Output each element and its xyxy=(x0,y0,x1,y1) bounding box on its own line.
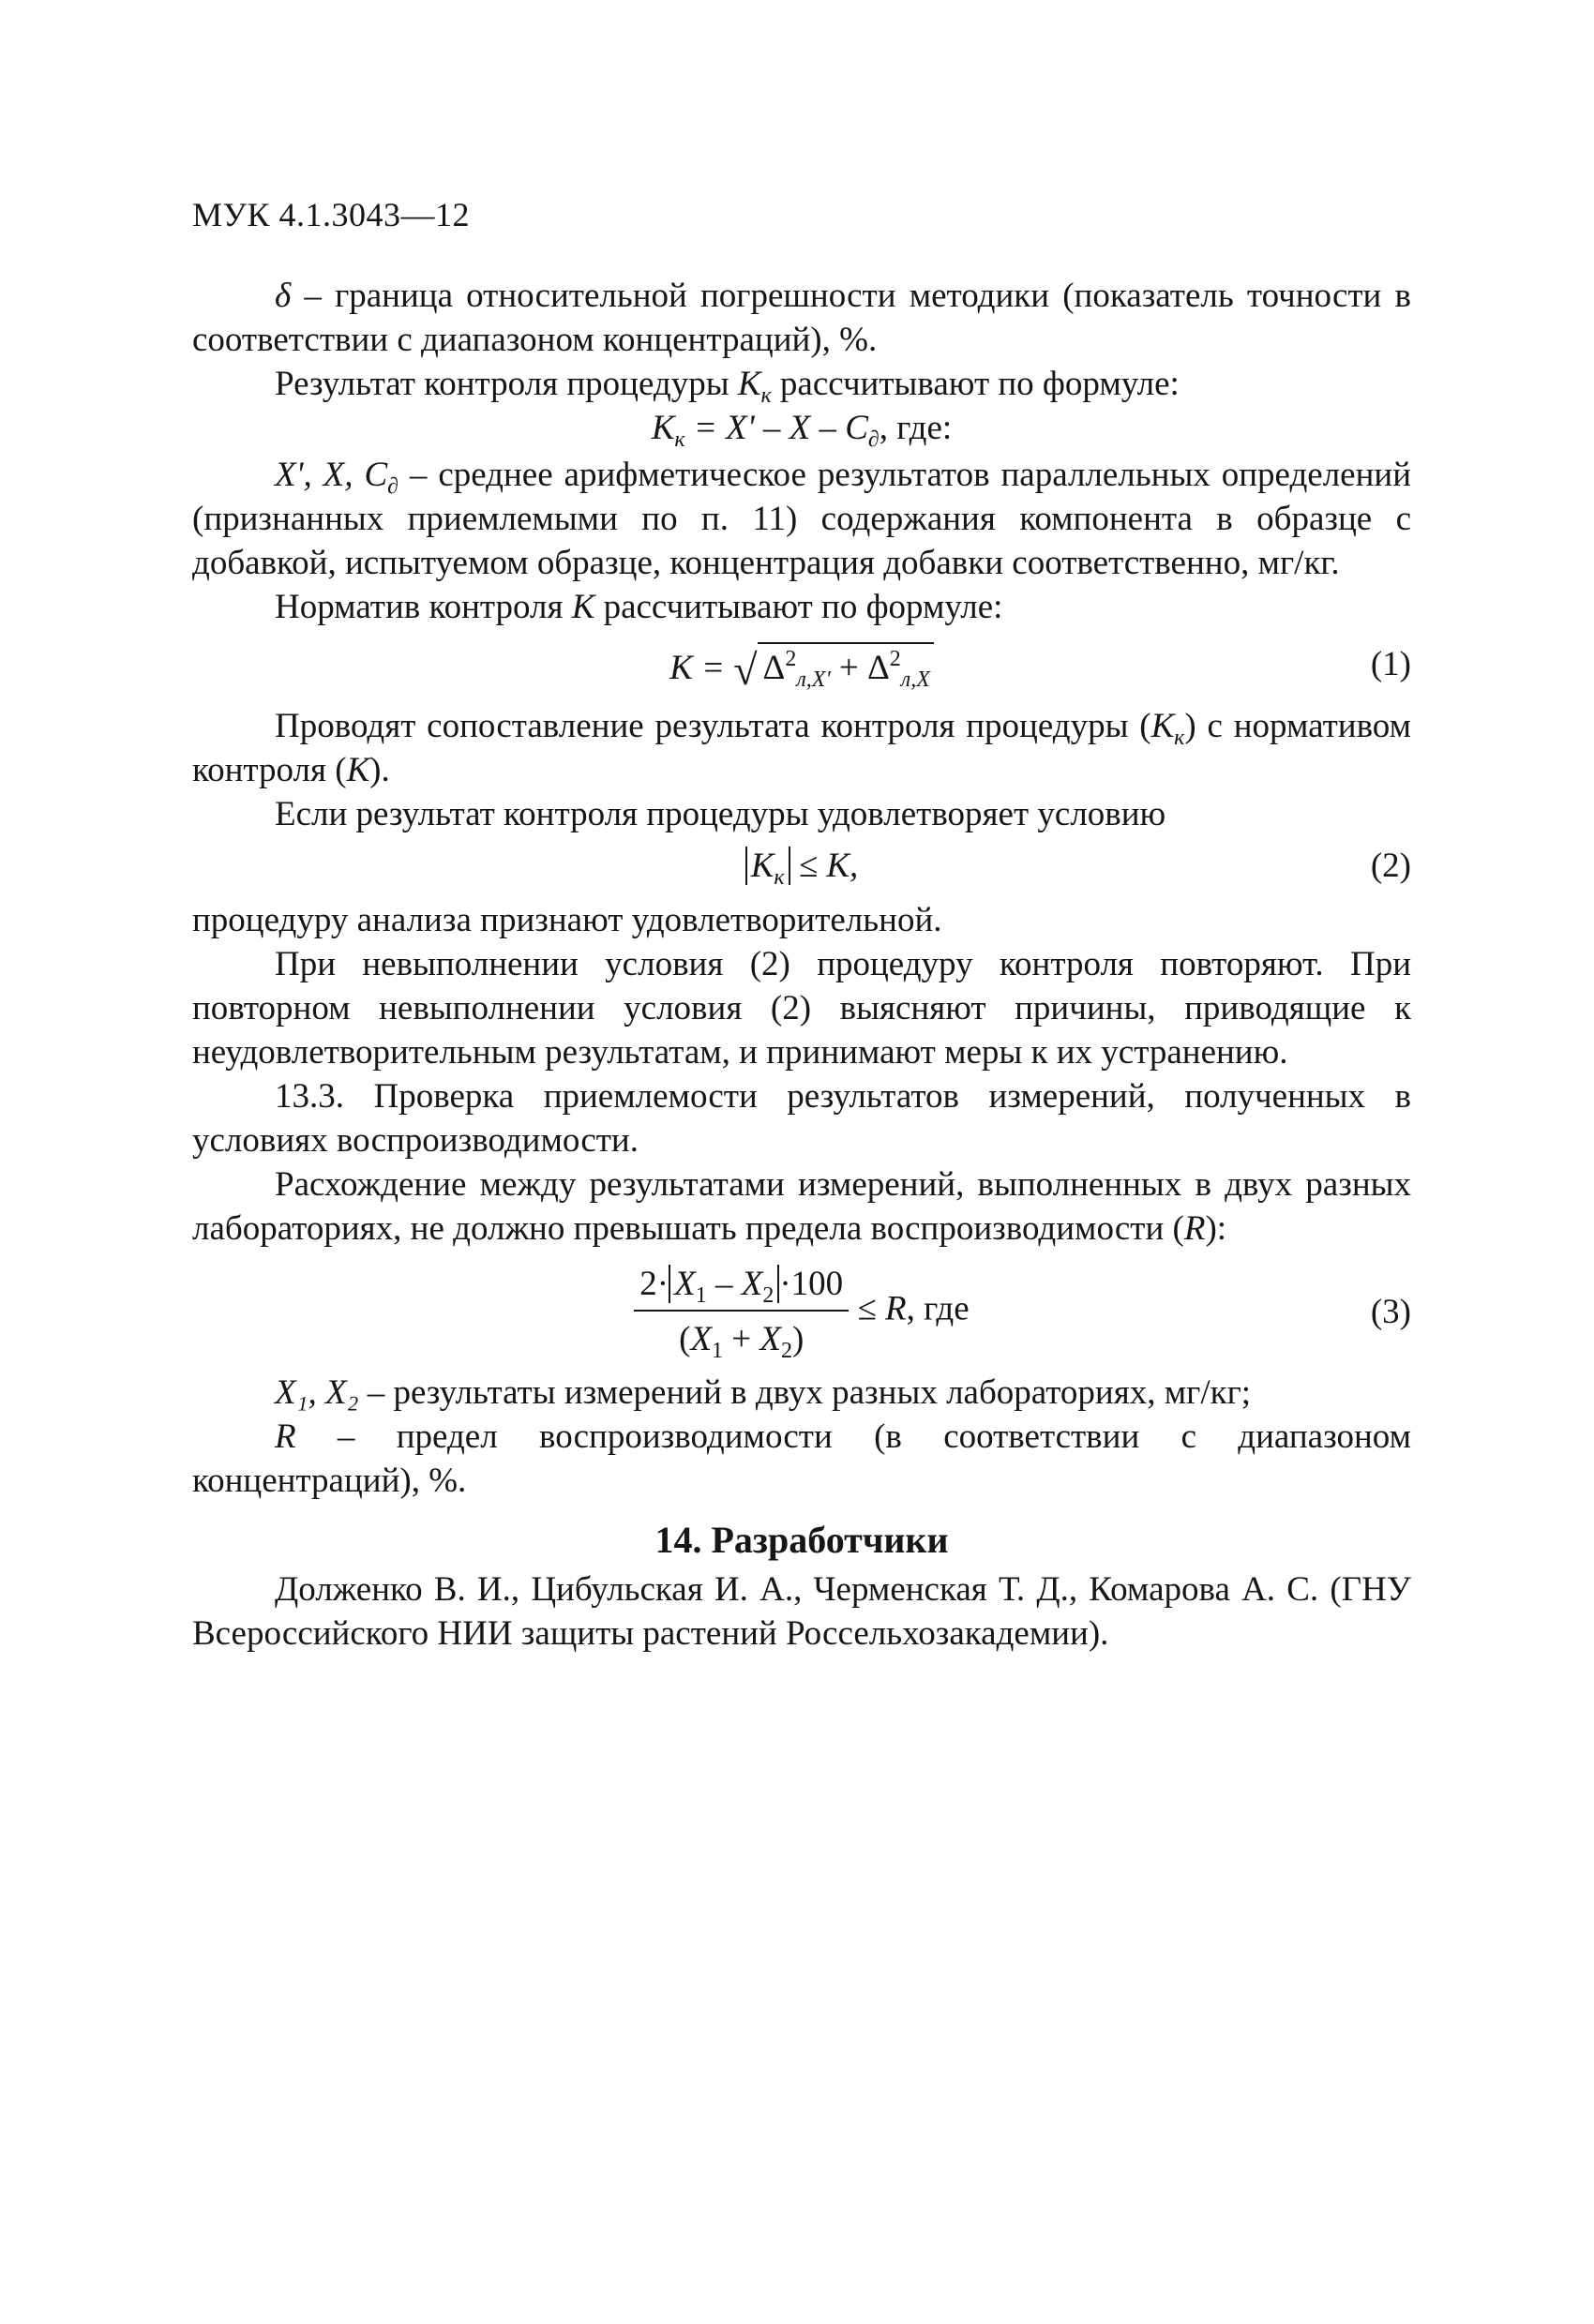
document-code-header: МУК 4.1.3043—12 xyxy=(192,196,471,233)
paragraph-reproducibility: Расхождение между результатами измерений, выполненных в двух разных лабораториях, не должно превышать предела воспроизводимости (R): xyxy=(192,1165,1411,1248)
paragraph-13-3: 13.3. Проверка приемлемости результатов измерений, полученных в условиях воспроизводимости. xyxy=(192,1077,1411,1160)
symbol-kk: $К_к$ xyxy=(737,365,772,408)
paragraph-kk-intro: Результат контроля процедуры $К_к$ рассчитывают по формуле: xyxy=(275,365,1180,408)
fraction-denominator: $(X_1 + X_2)$ xyxy=(679,1320,805,1363)
equation-1: K = √ $\Delta^2_{л,X'} + \Delta^2_{л,X}$ (1) xyxy=(192,637,1411,704)
symbol-delta: δ xyxy=(275,277,292,315)
equation-kk: $К_к = X' - X - C_\partial$, где: xyxy=(651,409,953,452)
equation-number-1: (1) xyxy=(1370,645,1411,683)
paragraph-developers: Долженко В. И., Цибульская И. А., Черменская Т. Д., Комарова А. С. (ГНУ Всероссийского НИИ защиты растений Россельхозакадемии). xyxy=(192,1570,1411,1653)
paragraph-x-definitions: X', X, $C_\partial$ – среднее арифметическое результатов параллельных определений (признанных приемлемыми по п. 11) содержания компонента в образце с добавкой, испытуемом образце, концентрация добавки соответственно, мг/кг. xyxy=(192,456,1411,582)
fraction xyxy=(634,1262,849,1361)
paragraph-satisfactory: процедуру анализа признают удовлетворительной. xyxy=(192,901,942,939)
paragraph-r-definition: R – предел воспроизводимости (в соответствии с диапазоном концентраций), %. xyxy=(192,1417,1411,1500)
paragraph-repeat: При невыполнении условия (2) процедуру контроля повторяют. При повторном невыполнении условия (2) выясняют причины, приводящие к неудовлетворительным результатам, и принимают меры к их устранению. xyxy=(192,945,1411,1072)
paragraph-x1-x2-definition: X₁, X₂ – результаты измерений в двух разных лабораториях, мг/кг; xyxy=(275,1373,1252,1412)
paragraph-comparison: Проводят сопоставление результата контроля процедуры $(К_к)$ с нормативом контроля (К). xyxy=(192,707,1411,789)
paragraph-delta-definition: δ – граница относительной погрешности методики (показатель точности в соответствии с диапазоном концентраций), %. xyxy=(192,277,1411,359)
symbols-x-c: X', X, C xyxy=(275,456,388,494)
radicand: $\Delta^2_{л,X'} + \Delta^2_{л,X}$ xyxy=(758,642,934,690)
equation-number-2: (2) xyxy=(1370,847,1411,885)
main-text-column xyxy=(192,274,1411,1656)
radical-sign: √ xyxy=(733,646,758,694)
equation-number-3: (3) xyxy=(1370,1293,1411,1331)
paragraph-condition-intro: Если результат контроля процедуры удовлетворяет условию xyxy=(275,795,1166,833)
equation-3: $\frac{2\cdot X_1 - X_2 \cdot 100}{(X_1 + X_2)}$ ≤ R, где (3) xyxy=(192,1260,1411,1371)
paragraph-k-intro: Норматив контроля К рассчитывают по формуле: xyxy=(275,588,1003,626)
fraction-numerator: $2\cdot X_1 - X_2 \cdot 100$ xyxy=(634,1262,849,1312)
equation-2: $К_к \le К$, (2) xyxy=(192,844,1411,898)
section-title-developers: 14. Разработчики xyxy=(654,1519,949,1561)
